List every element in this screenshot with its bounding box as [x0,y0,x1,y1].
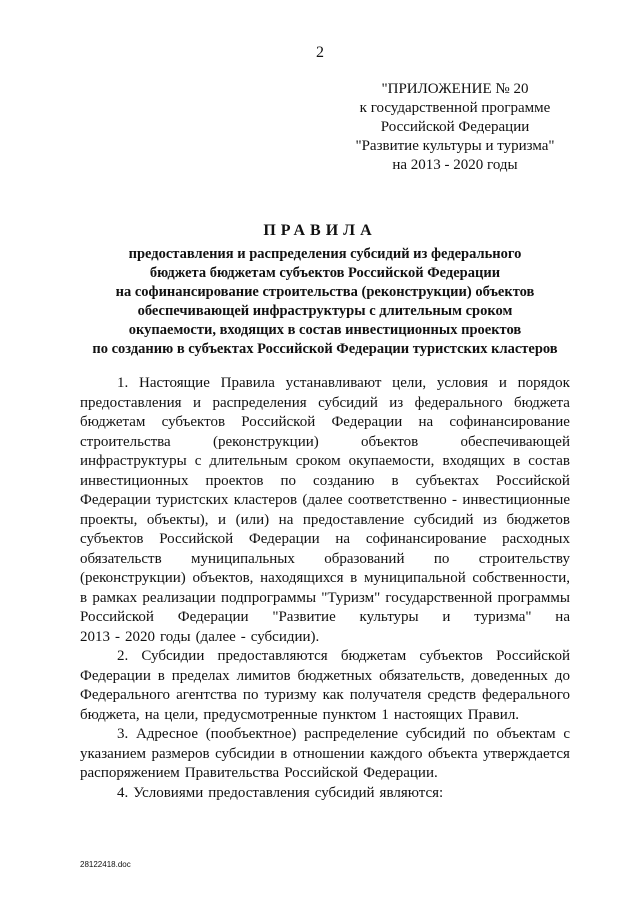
document-title: ПРАВИЛА [263,222,377,239]
body-line: 2. Субсидии предоставляются бюджетам субъектов Российской [117,648,570,664]
body-line: Российской Федерации "Развитие культуры и туризма" на [80,609,570,625]
body-line: инвестиционных проектов по созданию в субъектах Российской [80,472,570,489]
body-line: строительства (реконструкции) объектов обеспечивающей [80,433,570,450]
subtitle-line: окупаемости, входящих в состав инвестиционных проектов [128,322,522,338]
body-line: распоряжением Правительства Российской Федерации. [80,765,438,781]
body-line: бюджета, на цели, предусмотренные пунктом 1 настоящих Правил. [80,706,520,723]
file-name-footer: 28122418.doc [80,860,131,869]
document-body [80,374,570,803]
document-subtitle [80,245,570,359]
body-line: Федерального агентства по туризму как получателя средств федерального [80,687,570,703]
appendix-line: "Развитие культуры и туризма" [355,138,555,154]
appendix-line: "ПРИЛОЖЕНИЕ № 20 [381,81,529,97]
body-line: 3. Адресное (пообъектное) распределение субсидий по объектам с [117,726,570,742]
body-line: (реконструкции) объектов, находящихся в муниципальной собственности, [80,570,570,586]
appendix-line: на 2013 - 2020 годы [392,157,518,173]
subtitle-line: предоставления и распределения субсидий из федерального [128,246,522,262]
subtitle-line: обеспечивающей инфраструктуры с длительным сроком [137,303,513,319]
appendix-header [300,80,610,175]
body-line: 4. Условиями предоставления субсидий являются: [117,784,444,801]
body-line: в рамках реализации подпрограммы "Туризм" государственной программы [80,589,570,606]
body-line: Федерации туристских кластеров (далее соответственно - инвестиционные [80,492,570,508]
body-line: Федерации в пределах лимитов бюджетных обязательств, доведенных до [80,667,570,684]
page-number: 2 [316,44,324,61]
body-line: предоставления и распределения субсидий из федерального бюджета [80,394,570,411]
body-line: 1. Настоящие Правила устанавливают цели, условия и порядок [117,375,570,391]
body-line: инфраструктуры с длительным сроком окупаемости, входящих в состав [80,453,570,469]
body-line: бюджетам субъектов Российской Федерации на софинансирование [80,414,570,430]
subtitle-line: на софинансирование строительства (реконструкции) объектов [115,284,535,300]
body-line: проекты, объекты), и (или) на предоставление субсидий из бюджетов [80,511,570,528]
body-line: обязательств муниципальных образований по строительству [80,550,570,567]
body-line: 2013 - 2020 годы (далее - субсидии). [80,628,320,645]
subtitle-line: по созданию в субъектах Российской Федерации туристских кластеров [92,341,558,357]
body-line: указанием размеров субсидии в отношении каждого объекта утверждается [80,745,570,762]
appendix-line: Российской Федерации [380,119,530,135]
appendix-line: к государственной программе [359,100,551,116]
body-line: субъектов Российской Федерации на софинансирование расходных [80,531,570,547]
subtitle-line: бюджета бюджетам субъектов Российской Федерации [149,265,501,281]
